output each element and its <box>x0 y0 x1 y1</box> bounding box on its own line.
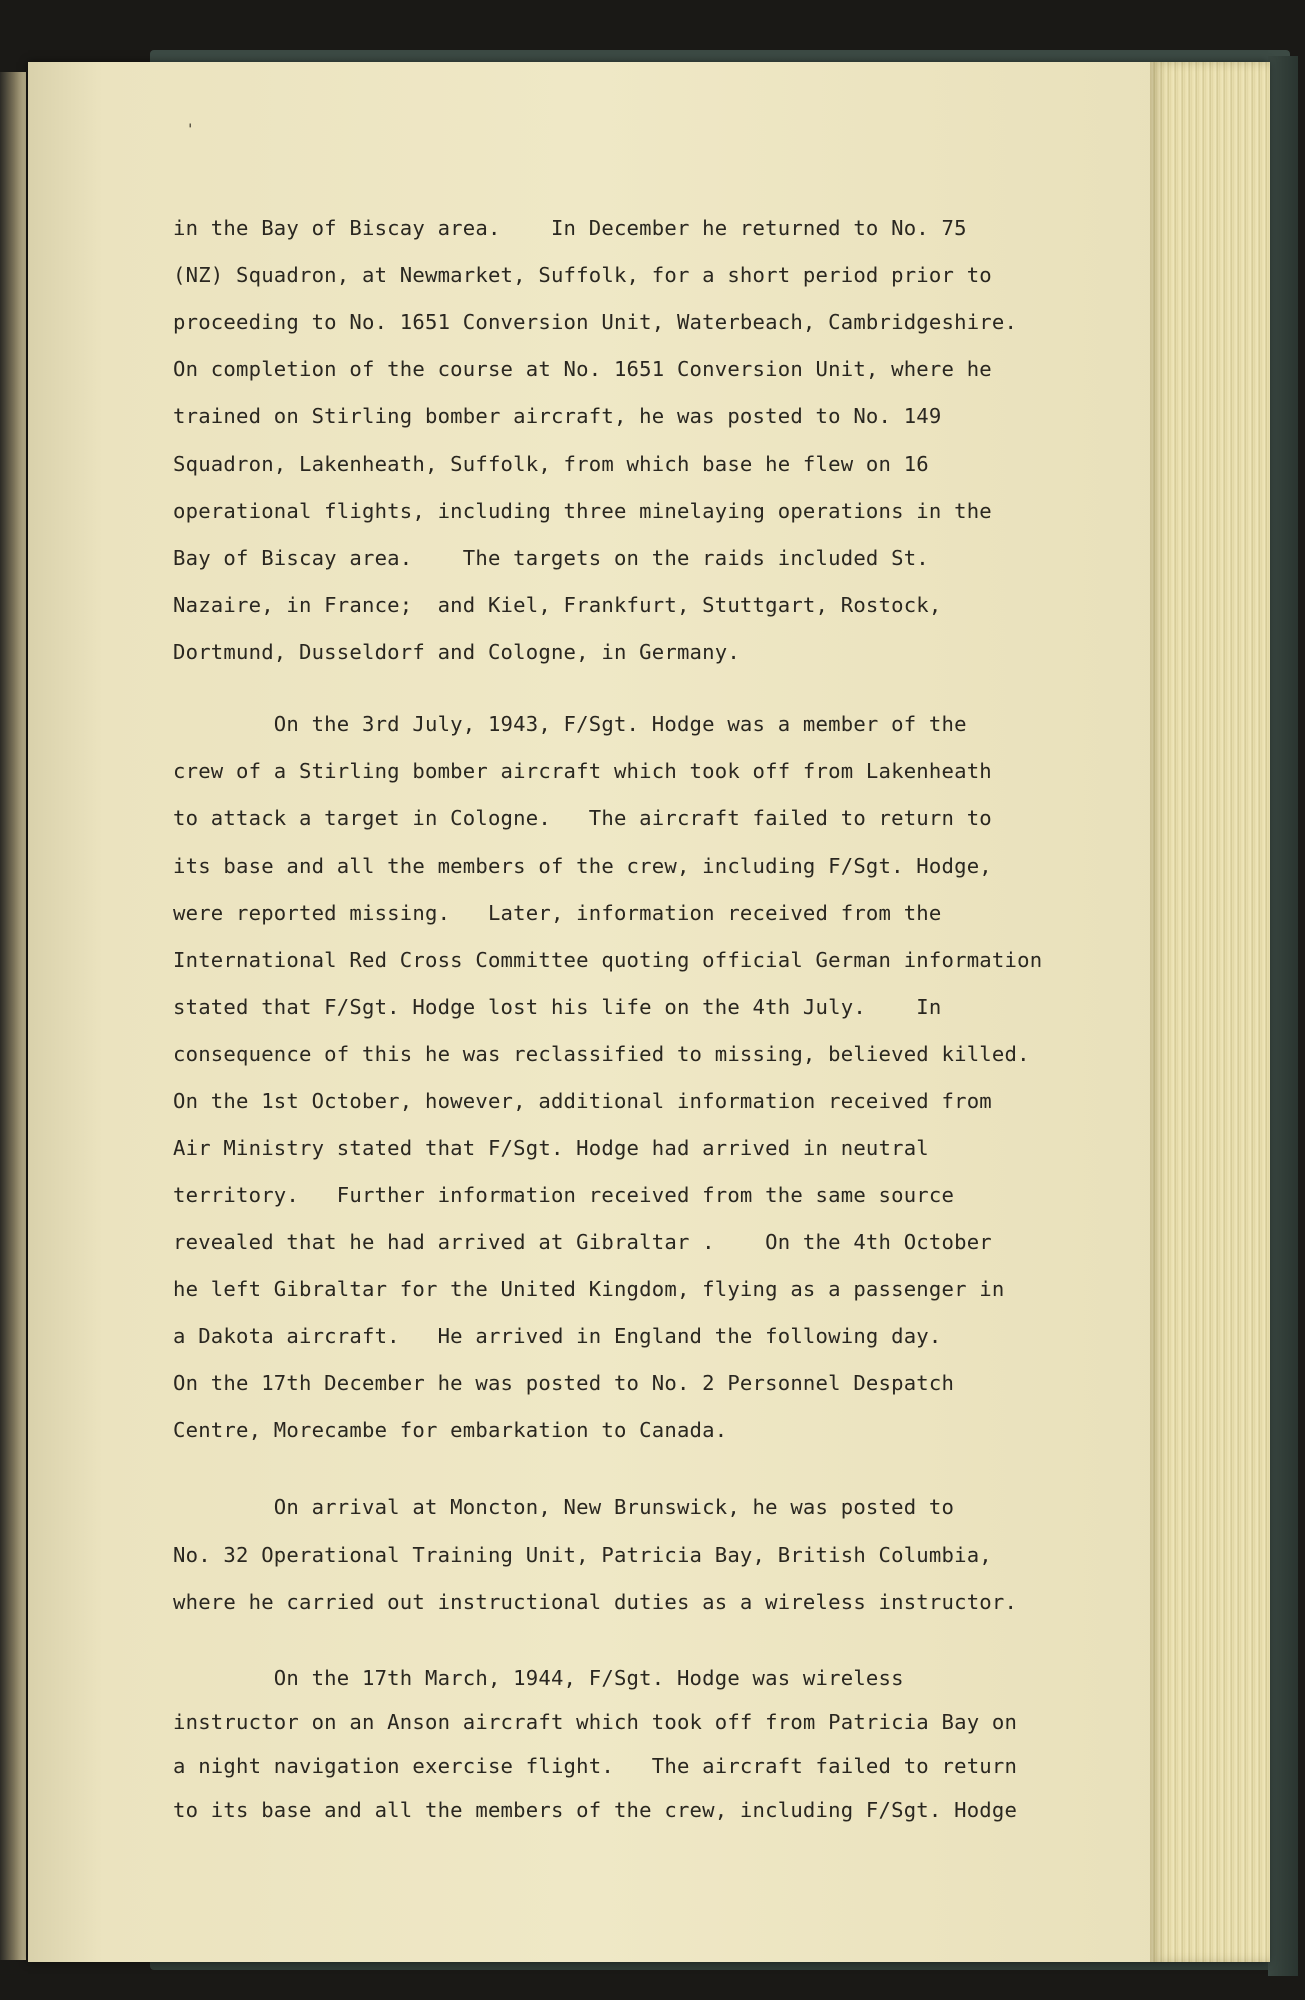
text-line: Dortmund, Dusseldorf and Cologne, in Germany. <box>173 640 740 664</box>
text-line: proceeding to No. 1651 Conversion Unit, Waterbeach, Cambridgeshire. <box>173 310 1018 334</box>
text-line: he left Gibraltar for the United Kingdom, flying as a passenger in <box>173 1277 1005 1301</box>
text-line: revealed that he had arrived at Gibraltar . On the 4th October <box>173 1230 992 1254</box>
text-line: to attack a target in Cologne. The aircraft failed to return to <box>173 806 992 830</box>
text-line: crew of a Stirling bomber aircraft which took off from Lakenheath <box>173 759 992 783</box>
text-line: International Red Cross Committee quoting official German information <box>173 948 1043 972</box>
text-line: stated that F/Sgt. Hodge lost his life on the 4th July. In <box>173 995 942 1019</box>
text-line: Air Ministry stated that F/Sgt. Hodge had arrived in neutral <box>173 1136 929 1160</box>
text-line: On the 1st October, however, additional information received from <box>173 1089 992 1113</box>
text-line: trained on Stirling bomber aircraft, he was posted to No. 149 <box>173 404 942 428</box>
text-line: where he carried out instructional duties as a wireless instructor. <box>173 1590 1018 1614</box>
book-binding-edge <box>1268 56 1298 1976</box>
text-line: Centre, Morecambe for embarkation to Canada. <box>173 1418 728 1442</box>
previous-page-edge <box>0 72 26 1960</box>
text-line: Nazaire, in France; and Kiel, Frankfurt, Stuttgart, Rostock, <box>173 593 942 617</box>
text-line: in the Bay of Biscay area. In December he returned to No. 75 <box>173 216 967 240</box>
text-line: a night navigation exercise flight. The aircraft failed to return <box>173 1754 1018 1778</box>
text-line: territory. Further information received from the same source <box>173 1183 955 1207</box>
text-line: (NZ) Squadron, at Newmarket, Suffolk, for a short period prior to <box>173 263 992 287</box>
margin-tick: ' <box>186 122 195 138</box>
text-line: a Dakota aircraft. He arrived in England the following day. <box>173 1324 942 1348</box>
text-line: On the 3rd July, 1943, F/Sgt. Hodge was a member of the <box>173 712 967 736</box>
text-line: Bay of Biscay area. The targets on the raids included St. <box>173 546 929 570</box>
text-line: operational flights, including three minelaying operations in the <box>173 499 992 523</box>
text-line: consequence of this he was reclassified to missing, believed killed. <box>173 1042 1030 1066</box>
page-stack-edge <box>1150 62 1270 1962</box>
text-line: On arrival at Moncton, New Brunswick, he was posted to <box>173 1495 955 1519</box>
text-line: Squadron, Lakenheath, Suffolk, from which base he flew on 16 <box>173 452 929 476</box>
text-line: On the 17th December he was posted to No. 2 Personnel Despatch <box>173 1371 955 1395</box>
text-line: instructor on an Anson aircraft which took off from Patricia Bay on <box>173 1710 1018 1734</box>
text-line: No. 32 Operational Training Unit, Patricia Bay, British Columbia, <box>173 1543 992 1567</box>
text-line: its base and all the members of the crew, including F/Sgt. Hodge, <box>173 854 992 878</box>
text-line: On completion of the course at No. 1651 Conversion Unit, where he <box>173 357 992 381</box>
text-line: On the 17th March, 1944, F/Sgt. Hodge was wireless <box>173 1666 904 1690</box>
text-line: were reported missing. Later, information received from the <box>173 901 942 925</box>
text-line: to its base and all the members of the crew, including F/Sgt. Hodge <box>173 1798 1018 1822</box>
